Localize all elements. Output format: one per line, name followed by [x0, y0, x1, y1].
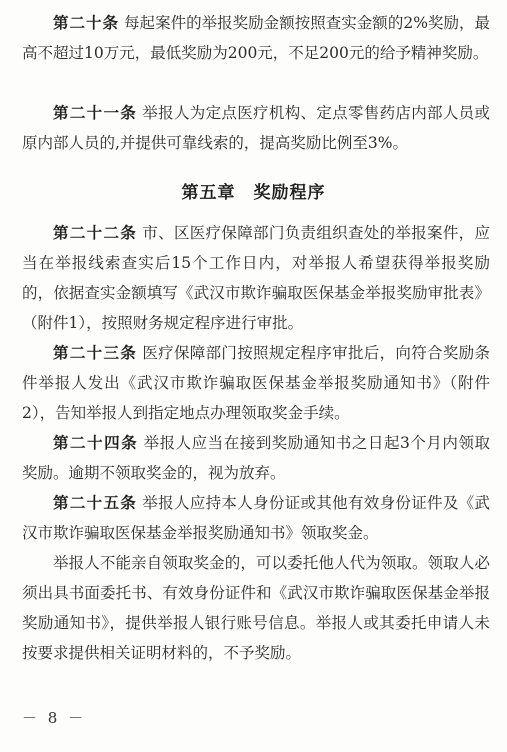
article-21 [22, 98, 490, 158]
article-24-text: 举报人应当在接到奖励通知书之日起3个月内领取奖励。逾期不领取奖金的，视为放弃。 [22, 434, 490, 482]
article-23 [22, 338, 490, 428]
article-21-text: 举报人为定点医疗机构、定点零售药店内部人员或原内部人员的,并提供可靠线索的，提高奖励比例至3%。 [22, 104, 490, 152]
article-25-text: 举报人应持本人身份证或其他有效身份证件及《武汉市欺诈骗取医保基金举报奖励通知书》领取奖金。 [22, 494, 490, 542]
article-20 [22, 8, 490, 68]
chapter-heading: 第五章 奖励程序 [181, 183, 326, 203]
article-24 [22, 428, 490, 488]
article-25 [22, 488, 490, 548]
article-25-label: 第二十五条 [53, 493, 138, 512]
article-20-text: 每起案件的举报奖励金额按照查实金额的2%奖励，最高不超过10万元，最低奖励为200元，不足200元的给予精神奖励。 [22, 14, 490, 62]
article-22-text: 市、区医疗保障部门负责组织查处的举报案件，应当在举报线索查实后15个工作日内，对举报人希望获得举报奖励的，依据查实金额填写《武汉市欺诈骗取医保基金举报奖励审批表》（附件1），按照财务规定程序进行审批。 [22, 224, 490, 332]
article-22-label: 第二十二条 [53, 223, 138, 242]
article-23-label: 第二十三条 [53, 343, 138, 362]
article-21-label: 第二十一条 [53, 103, 138, 122]
article-25-paragraph-2: 举报人不能亲自领取奖金的，可以委托他人代为领取。领取人必须出具书面委托书、有效身份证件和《武汉市欺诈骗取医保基金举报奖励通知书》，提供举报人银行账号信息。举报人或其委托申请人未按要求提供相关证明材料的，不予奖励。 [22, 554, 490, 662]
article-23-text: 医疗保障部门按照规定程序审批后，向符合奖励条件举报人发出《武汉市欺诈骗取医保基金举报奖励通知书》（附件2），告知举报人到指定地点办理领取奖金手续。 [22, 344, 490, 422]
page-number: － 8 － [22, 709, 87, 727]
article-22 [22, 218, 490, 338]
article-24-label: 第二十四条 [53, 433, 139, 452]
article-20-label: 第二十条 [53, 13, 120, 32]
